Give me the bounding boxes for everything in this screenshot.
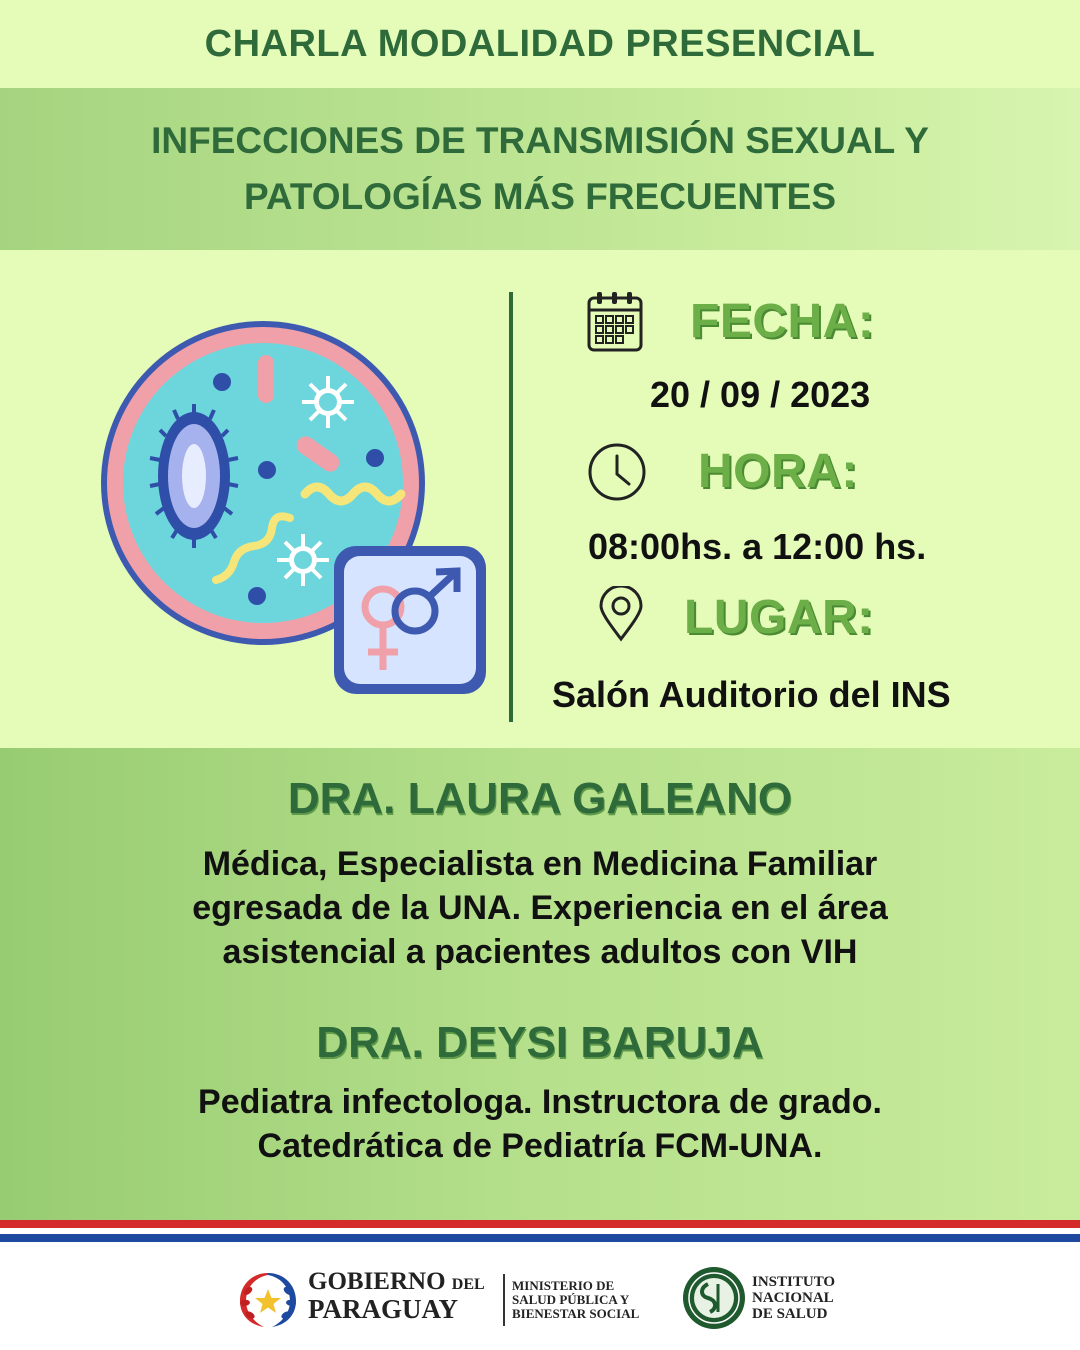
place-value: Salón Auditorio del INS (552, 674, 951, 715)
ins-name: INSTITUTO NACIONAL DE SALUD (752, 1274, 836, 1322)
time-label: HORA: (698, 445, 858, 498)
speaker-2-name: DRA. DEYSI BARUJA (316, 1018, 764, 1067)
flag-stripe-blue (0, 1234, 1080, 1242)
bacteria-illustration-icon (100, 280, 500, 700)
speaker-1-bio-line-2: egresada de la UNA. Experiencia en el área (192, 889, 888, 927)
calendar-icon (587, 290, 643, 352)
speaker-1-name: DRA. LAURA GALEANO (287, 774, 793, 823)
title-line-2: PATOLOGÍAS MÁS FRECUENTES (243, 176, 837, 217)
speaker-1-bio-line-1: Médica, Especialista en Medicina Familiar (202, 845, 878, 883)
footer-logos (0, 1242, 1080, 1350)
date-label: FECHA: (690, 295, 875, 348)
speaker-2-bio-line-1: Pediatra infectologa. Instructora de grado. (198, 1083, 882, 1121)
event-details-section (0, 250, 1080, 748)
modality-heading: CHARLA MODALIDAD PRESENCIAL (204, 22, 876, 65)
ministry-name: MINISTERIO DE SALUD PÚBLICA Y BIENESTAR SOCIAL (512, 1278, 640, 1321)
speaker-1-bio-line-3: asistencial a pacientes adultos con VIH (222, 933, 858, 971)
government-title: GOBIERNO DEL (308, 1268, 485, 1295)
vertical-divider (509, 292, 513, 722)
title-line-1: INFECCIONES DE TRANSMISIÓN SEXUAL Y (151, 120, 929, 161)
location-pin-icon (598, 586, 644, 642)
title-banner (0, 88, 1080, 250)
time-value: 08:00hs. a 12:00 hs. (588, 526, 927, 567)
clock-icon (587, 442, 647, 502)
date-value: 20 / 09 / 2023 (650, 374, 871, 415)
footer-separator (503, 1274, 505, 1326)
flag-stripe-red (0, 1220, 1080, 1228)
ins-seal-icon (682, 1266, 746, 1330)
paraguay-government-emblem-icon (236, 1267, 300, 1331)
government-country: PARAGUAY (308, 1294, 459, 1324)
place-label: LUGAR: (684, 591, 874, 644)
top-banner (0, 0, 1080, 88)
speaker-2-bio-line-2: Catedrática de Pediatría FCM-UNA. (257, 1127, 823, 1165)
speakers-section (0, 748, 1080, 1220)
gender-symbols-icon (334, 546, 486, 694)
